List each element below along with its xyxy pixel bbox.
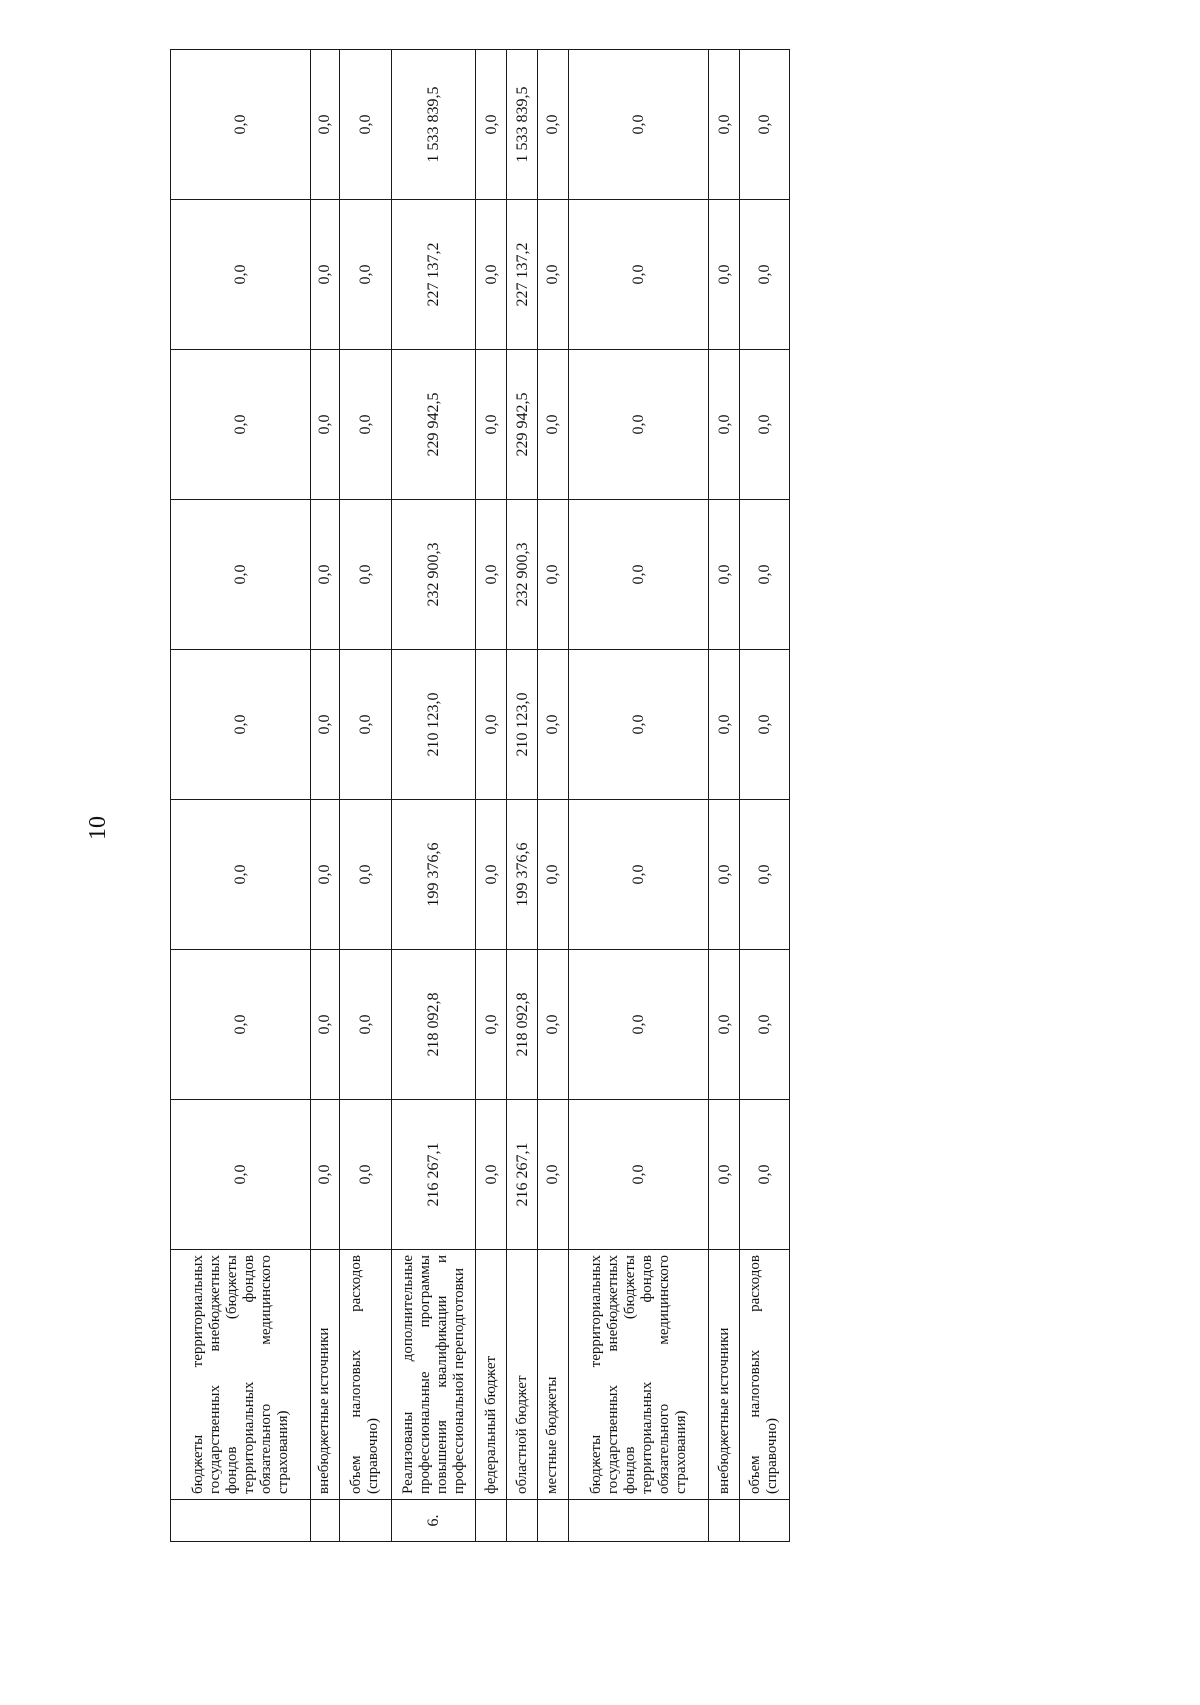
- value-cell: 229 942,5: [391, 350, 475, 500]
- row-label-word: квалификации: [433, 1295, 450, 1388]
- value-cell: 0,0: [538, 1100, 569, 1250]
- row-label-word: бюджеты: [587, 1434, 604, 1494]
- row-label-word: внебюджетные источники: [715, 1327, 732, 1494]
- row-index-cell: [311, 1500, 340, 1542]
- row-label-word: территориальных: [587, 1255, 604, 1368]
- value-cell: 0,0: [709, 950, 740, 1100]
- row-label-word: программы: [416, 1255, 433, 1328]
- table-row: [171, 50, 311, 1542]
- row-label-cell: [171, 1250, 311, 1500]
- row-label-line: [483, 1255, 500, 1494]
- value-cell: 0,0: [339, 200, 391, 350]
- row-index-cell: [709, 1500, 740, 1542]
- row-label-word: территориальных: [638, 1381, 655, 1494]
- value-cell: 0,0: [476, 800, 507, 950]
- value-cell: 0,0: [739, 950, 789, 1100]
- value-cell: 210 123,0: [391, 650, 475, 800]
- row-label-word: дополнительные: [399, 1255, 416, 1362]
- row-label-line: [365, 1255, 382, 1494]
- table-row: [391, 50, 475, 1542]
- value-cell: 0,0: [538, 200, 569, 350]
- row-label-word: государственных: [604, 1385, 621, 1494]
- table-row: [568, 50, 708, 1542]
- value-cell: 227 137,2: [391, 200, 475, 350]
- value-cell: 0,0: [339, 950, 391, 1100]
- value-cell: 0,0: [171, 1100, 311, 1250]
- value-cell: 0,0: [339, 500, 391, 650]
- value-cell: 0,0: [538, 500, 569, 650]
- row-label-word: (справочно): [365, 1418, 382, 1494]
- row-index-cell: 6.: [391, 1500, 475, 1542]
- row-label-word: профессиональные: [416, 1371, 433, 1494]
- row-label-line: [588, 1255, 605, 1494]
- value-cell: 0,0: [311, 800, 340, 950]
- value-cell: 0,0: [339, 650, 391, 800]
- row-label-word: страхования): [672, 1410, 689, 1494]
- row-label-line: [544, 1255, 561, 1494]
- row-label-word: бюджеты: [189, 1434, 206, 1494]
- row-label-line: [622, 1255, 639, 1494]
- row-label-line: [241, 1255, 258, 1494]
- value-cell: 0,0: [171, 200, 311, 350]
- row-label-line: [656, 1255, 673, 1494]
- row-label-line: [190, 1255, 207, 1494]
- value-cell: 0,0: [339, 350, 391, 500]
- row-label-word: налоговых: [747, 1349, 764, 1418]
- value-cell: 0,0: [568, 650, 708, 800]
- row-label-word: (справочно): [764, 1418, 781, 1494]
- row-index-cell: [568, 1500, 708, 1542]
- row-index-cell: [538, 1500, 569, 1542]
- row-label-cell: [476, 1250, 507, 1500]
- row-label-line: [400, 1255, 417, 1494]
- row-label-word: обязательного: [655, 1403, 672, 1494]
- row-label-word: обязательного: [257, 1403, 274, 1494]
- row-label-line: [716, 1255, 733, 1494]
- row-label-word: территориальных: [240, 1381, 257, 1494]
- value-cell: 0,0: [538, 50, 569, 200]
- table-body: [171, 50, 790, 1542]
- budget-table: [170, 49, 790, 1542]
- row-index-cell: [339, 1500, 391, 1542]
- value-cell: 229 942,5: [507, 350, 538, 500]
- value-cell: 0,0: [476, 650, 507, 800]
- row-label-word: областной бюджет: [513, 1375, 530, 1494]
- row-index-cell: [171, 1500, 311, 1542]
- value-cell: 0,0: [171, 350, 311, 500]
- value-cell: 216 267,1: [507, 1100, 538, 1250]
- row-index-cell: [739, 1500, 789, 1542]
- row-label-word: медицинского: [257, 1255, 274, 1345]
- row-label-line: [605, 1255, 622, 1494]
- row-label-line: [514, 1255, 531, 1494]
- value-cell: 218 092,8: [507, 950, 538, 1100]
- value-cell: 0,0: [568, 800, 708, 950]
- value-cell: 199 376,6: [391, 800, 475, 950]
- value-cell: 0,0: [311, 500, 340, 650]
- row-label-word: медицинского: [655, 1255, 672, 1345]
- row-label-word: местные бюджеты: [544, 1376, 561, 1494]
- row-label-word: внебюджетных: [604, 1255, 621, 1352]
- row-label-cell: [391, 1250, 475, 1500]
- row-label-cell: [739, 1250, 789, 1500]
- value-cell: 0,0: [538, 800, 569, 950]
- row-label-word: (бюджеты: [621, 1255, 638, 1320]
- value-cell: 218 092,8: [391, 950, 475, 1100]
- row-label-word: повышения: [433, 1420, 450, 1494]
- value-cell: 0,0: [538, 650, 569, 800]
- value-cell: 0,0: [739, 1100, 789, 1250]
- table-row: [339, 50, 391, 1542]
- value-cell: 0,0: [538, 350, 569, 500]
- row-label-word: фондов: [240, 1255, 257, 1303]
- value-cell: 0,0: [568, 950, 708, 1100]
- value-cell: 0,0: [568, 350, 708, 500]
- value-cell: 0,0: [709, 800, 740, 950]
- row-label-word: фондов: [621, 1446, 638, 1494]
- row-label-word: федеральный бюджет: [482, 1355, 499, 1494]
- value-cell: 0,0: [476, 200, 507, 350]
- row-label-line: [207, 1255, 224, 1494]
- row-label-line: [417, 1255, 434, 1494]
- table-row: [507, 50, 538, 1542]
- row-label-word: объем: [747, 1455, 764, 1494]
- value-cell: 0,0: [739, 650, 789, 800]
- row-label-cell: [538, 1250, 569, 1500]
- row-label-line: [275, 1255, 292, 1494]
- value-cell: 0,0: [171, 500, 311, 650]
- value-cell: 0,0: [339, 50, 391, 200]
- row-label-line: [764, 1255, 781, 1494]
- value-cell: 0,0: [476, 350, 507, 500]
- rotated-table-container: [170, 50, 790, 1542]
- value-cell: 232 900,3: [507, 500, 538, 650]
- row-label-line: [639, 1255, 656, 1494]
- table-row: [739, 50, 789, 1542]
- value-cell: 0,0: [739, 500, 789, 650]
- value-cell: 0,0: [171, 950, 311, 1100]
- value-cell: 0,0: [311, 50, 340, 200]
- row-label-line: [224, 1255, 241, 1494]
- row-label-word: страхования): [274, 1410, 291, 1494]
- value-cell: 210 123,0: [507, 650, 538, 800]
- row-label-cell: [507, 1250, 538, 1500]
- value-cell: 0,0: [538, 950, 569, 1100]
- table-row: [311, 50, 340, 1542]
- row-label-word: расходов: [747, 1255, 764, 1312]
- value-cell: 0,0: [709, 350, 740, 500]
- row-label-line: [258, 1255, 275, 1494]
- value-cell: 0,0: [311, 950, 340, 1100]
- value-cell: 0,0: [568, 50, 708, 200]
- row-label-word: Реализованы: [399, 1411, 416, 1494]
- value-cell: 0,0: [739, 350, 789, 500]
- value-cell: 0,0: [339, 800, 391, 950]
- value-cell: 0,0: [311, 350, 340, 500]
- row-label-word: налоговых: [348, 1349, 365, 1418]
- value-cell: 216 267,1: [391, 1100, 475, 1250]
- value-cell: 0,0: [709, 500, 740, 650]
- value-cell: 232 900,3: [391, 500, 475, 650]
- row-label-line: [451, 1255, 468, 1494]
- row-label-word: внебюджетные источники: [316, 1327, 333, 1494]
- table-row: [538, 50, 569, 1542]
- value-cell: 0,0: [476, 1100, 507, 1250]
- row-label-line: [747, 1255, 764, 1494]
- value-cell: 0,0: [568, 1100, 708, 1250]
- row-label-cell: [709, 1250, 740, 1500]
- value-cell: 0,0: [476, 500, 507, 650]
- row-index-cell: [507, 1500, 538, 1542]
- row-label-line: [348, 1255, 365, 1494]
- value-cell: 0,0: [476, 950, 507, 1100]
- value-cell: 0,0: [171, 50, 311, 200]
- value-cell: 0,0: [476, 50, 507, 200]
- value-cell: 1 533 839,5: [507, 50, 538, 200]
- value-cell: 0,0: [171, 800, 311, 950]
- value-cell: 0,0: [568, 200, 708, 350]
- row-label-word: и: [433, 1255, 450, 1264]
- row-label-line: [316, 1255, 333, 1494]
- row-label-line: [673, 1255, 690, 1494]
- table-row: [476, 50, 507, 1542]
- row-label-cell: [568, 1250, 708, 1500]
- value-cell: 0,0: [171, 650, 311, 800]
- value-cell: 227 137,2: [507, 200, 538, 350]
- value-cell: 0,0: [339, 1100, 391, 1250]
- row-label-word: государственных: [206, 1385, 223, 1494]
- row-index-cell: [476, 1500, 507, 1542]
- value-cell: 0,0: [311, 650, 340, 800]
- value-cell: 0,0: [311, 1100, 340, 1250]
- row-label-word: фондов: [638, 1255, 655, 1303]
- page-number: 10: [85, 816, 111, 840]
- row-label-word: расходов: [348, 1255, 365, 1312]
- table-row: [709, 50, 740, 1542]
- row-label-cell: [339, 1250, 391, 1500]
- value-cell: 0,0: [709, 650, 740, 800]
- value-cell: 0,0: [709, 50, 740, 200]
- value-cell: 0,0: [739, 50, 789, 200]
- row-label-word: (бюджеты: [223, 1255, 240, 1320]
- row-label-word: профессиональной переподготовки: [450, 1268, 467, 1494]
- value-cell: 0,0: [739, 200, 789, 350]
- row-label-word: территориальных: [189, 1255, 206, 1368]
- row-label-cell: [311, 1250, 340, 1500]
- value-cell: 0,0: [739, 800, 789, 950]
- value-cell: 1 533 839,5: [391, 50, 475, 200]
- value-cell: 199 376,6: [507, 800, 538, 950]
- value-cell: 0,0: [709, 1100, 740, 1250]
- row-label-word: внебюджетных: [206, 1255, 223, 1352]
- row-label-line: [434, 1255, 451, 1494]
- value-cell: 0,0: [311, 200, 340, 350]
- row-label-word: объем: [348, 1455, 365, 1494]
- value-cell: 0,0: [568, 500, 708, 650]
- row-label-word: фондов: [223, 1446, 240, 1494]
- value-cell: 0,0: [709, 200, 740, 350]
